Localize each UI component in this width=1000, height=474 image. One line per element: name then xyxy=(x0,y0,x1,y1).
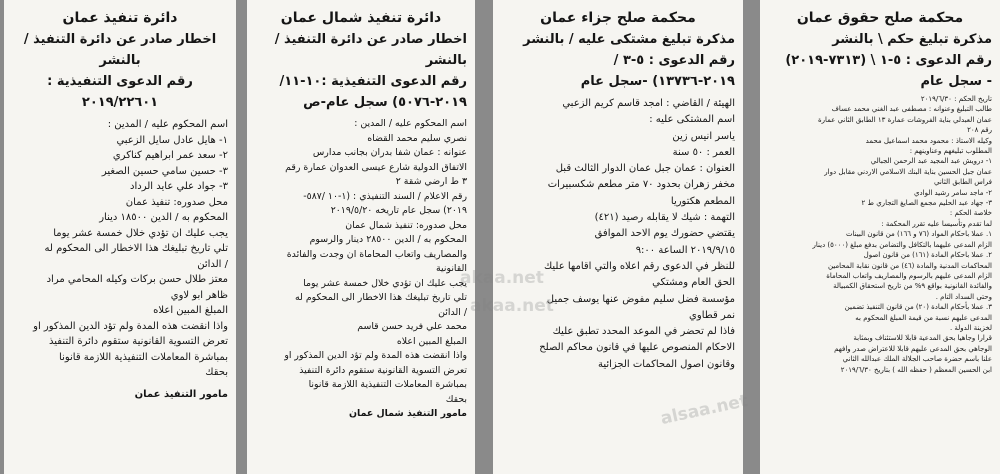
body-line: بمباشرة المعاملات التنفيذية اللازمة قانونا xyxy=(59,351,228,363)
notice-signature: مامور التنفيذ شمال عمان xyxy=(349,408,467,419)
watermark: akaa.net xyxy=(460,268,544,288)
body-line: نصري سليم محمد القضاه xyxy=(367,132,467,144)
body-line: فراس الطابق الثاني xyxy=(934,178,992,187)
body-line: ٣- جواد علي عايد الرداد xyxy=(130,181,228,192)
body-line: الهيئة / القاضي : امجد قاسم كريم الزعبي xyxy=(562,98,735,109)
body-line: واذا انقضت هذه المدة ولم تؤد الدين المذكور او xyxy=(284,350,467,361)
body-line: وكيله الاستاذ : محمود محمد اسماعيل محمد xyxy=(865,136,992,145)
notice-heading: اخطار صادر عن دائرة التنفيذ / بالنشر xyxy=(274,32,467,68)
body-line: المبلغ المبين اعلاه xyxy=(153,305,228,316)
notice-body xyxy=(760,92,1000,375)
body-line: واذا انقضت هذه المدة ولم تؤد الدين المذكور او xyxy=(33,320,228,332)
case-number: - سجل عام xyxy=(920,74,992,89)
notice-north-amman-execution xyxy=(247,0,475,474)
body-line: فاذا لم تحضر في الموعد المحدد تطبق عليك xyxy=(552,326,735,338)
body-line: الزام المدعى عليهما بالتكافل والتضامن بدفع مبلغ (٥٠٠٠) دينار xyxy=(812,240,992,249)
watermark: akaa.net xyxy=(470,296,554,316)
body-line: والمصاريف واتعاب المحاماة ان وجدت والفائدة xyxy=(286,248,467,260)
case-number-label: رقم الدعوى : ٥-١ \ (٧٣١٣-٢٠١٩) xyxy=(785,53,992,68)
body-line: المبلغ المبين اعلاه xyxy=(396,335,467,347)
body-line: علنا باسم حضرة صاحب الجلالة الملك عبدالله الثاني xyxy=(842,355,992,364)
notice-amman-criminal-court xyxy=(493,0,743,474)
body-line: قرارا وجاهيا بحق المدعية قابلا للاستئناف وبمثابة xyxy=(853,334,992,343)
body-line: عمان العبدلي بناية الفروشات عمارة ١٣ الطابق الثاني عمارة xyxy=(817,115,992,124)
body-line: الاحكام المنصوص عليها في قانون محاكم الصلح xyxy=(539,342,735,354)
body-line: طالب التبليغ وعنوانه : مصطفى عبد الغني محمد عساف xyxy=(831,105,992,114)
notice-title: محكمة صلح حقوق عمان xyxy=(796,10,964,26)
body-line: رقم ٢٠٨ xyxy=(967,126,992,135)
body-line: ٢- ماجد سامر رشيد الوادي xyxy=(914,188,992,197)
notice-amman-execution xyxy=(4,0,236,474)
body-line: تعرض التسوية القانونية ستقوم دائرة التنفيذ xyxy=(299,364,467,376)
notice-title: محكمة صلح جزاء عمان xyxy=(540,10,696,26)
notice-body xyxy=(4,113,236,402)
body-line: تاريخ الحكم : ٢٠١٩/٦/٣٠ xyxy=(920,95,992,103)
body-line: معتز طلال حسن بركات وكيله المحامي مراد xyxy=(46,274,228,285)
body-line: / الدائن xyxy=(197,258,228,270)
body-line: تلي تاريخ تبليغك هذا الاخطار الى المحكوم له xyxy=(44,243,228,254)
body-line: مخفر زهران بحدود ٧٠ متر مطعم شكسبيرات xyxy=(547,179,735,191)
body-line: ٣ ط ارضي شقة ٢ xyxy=(395,176,467,187)
case-number-label: رقم الدعوى : ٥-٣ / xyxy=(613,53,735,68)
body-line: محل صدوره: تنفيذ عمان xyxy=(125,196,228,208)
body-line: عنوانه : عمان شفا بدران بجانب مدارس xyxy=(312,147,467,158)
body-line: نمر قطاوي xyxy=(689,309,735,321)
body-line: لما تقدم وتأسيسا عليه تقرر المحكمة : xyxy=(881,219,992,228)
body-line: العمر : ٥٠ سنة xyxy=(672,146,735,158)
body-line: التهمة : شيك لا يقابله رصيد (٤٢١) xyxy=(594,212,735,224)
body-line: يجب عليك ان تؤدي خلال خمسة عشر يوما xyxy=(53,227,228,239)
body-line: بمباشرة المعاملات التنفيذية اللازمة قانونا xyxy=(308,379,467,390)
notice-body xyxy=(247,113,475,422)
body-line: المحكوم به / الدين ٢٨٥٠٠ دينار والرسوم xyxy=(309,234,467,245)
body-line: وحتى السداد التام . xyxy=(935,292,992,301)
body-line: الوجاهي بحق المدعى عليهم قابلا للاعتراض صدر وافهم xyxy=(834,344,992,353)
body-line: ٣- حسين سامي حسين الصغير xyxy=(101,165,228,177)
body-line: خلاصة الحكم : xyxy=(949,209,992,218)
body-line: اسم المحكوم عليه / المدين : xyxy=(354,118,467,129)
body-line: ١- هايل عادل سايل الزعبي xyxy=(116,134,228,146)
body-line: للنظر في الدعوى رقم اعلاه والتي اقامها عليك xyxy=(543,260,735,272)
body-line: المحكوم به / الدين ١٨٥٠٠ دينار xyxy=(99,212,228,223)
body-line: رقم الاعلام / السند التنفيذي : (١-١٠ /٥٨٧- xyxy=(303,190,467,202)
case-number-label: رقم الدعوى التنفيذية :١٠-١١/ xyxy=(279,74,467,89)
body-line: والفائدة القانونية بواقع ٩% من تاريخ استحقاق الكمبيالة xyxy=(833,282,992,291)
body-line: / الدائن xyxy=(438,306,467,318)
body-line: المطلوب تبليغهم وعناوينهم : xyxy=(909,147,992,156)
body-line: يجب عليك ان تؤدي خلال خمسة عشر يوما xyxy=(303,277,467,289)
body-line: القانونية xyxy=(436,263,467,274)
body-line: العنوان : عمان جبل عمان الدوار الثالث قبل xyxy=(555,163,735,175)
body-line: لخزينة الدولة . xyxy=(949,323,992,332)
body-line: يقتضي حضورك يوم الاحد الموافق xyxy=(594,228,735,240)
body-line: ٣- جهاد عبد الحليم مجمع الصايغ التجاري ط ٢ xyxy=(861,199,992,208)
body-line: ياسر انيس زين xyxy=(672,130,735,142)
body-line: ٢٠١٩/٩/١٥ الساعة ٩:٠٠ xyxy=(635,244,735,256)
body-line: ٢- سعد عمر ابراهيم كناكري xyxy=(112,150,228,161)
body-line: ٣. عملا بأحكام المادة (٢٠) من قانون التنفيذ تضمين xyxy=(844,303,992,312)
body-line: ٢. عملا باحكام المادة (١٦١) من قانون اصول xyxy=(863,251,992,260)
notice-title: دائرة تنفيذ عمان xyxy=(62,10,178,26)
body-line: الزام المدعى عليهم بالرسوم والمصاريف واتعاب المحاماة xyxy=(826,271,992,280)
body-line: ٢٠١٩) سجل عام تاريخه ٢٠١٩/٥/٢٠ xyxy=(330,205,467,216)
notice-heading: اخطار صادر عن دائرة التنفيذ / بالنشر xyxy=(23,32,217,68)
body-line: عمان جبل الحسين بناية البنك الاسلامي الاردني مقابل دوار xyxy=(824,167,992,176)
body-line: ١- درويش عبد المجيد عبد الرحمن الجبالي xyxy=(870,157,992,166)
case-number-label: رقم الدعوى التنفيذية : xyxy=(47,74,193,89)
notice-heading: مذكرة تبليغ مشتكى عليه / بالنشر xyxy=(523,32,735,47)
body-line: اسم المحكوم عليه / المدين : xyxy=(107,119,228,130)
body-line: ظاهر ابو لاوي xyxy=(170,289,228,301)
body-line: وقانون اصول المحاكمات الجزائية xyxy=(597,358,735,370)
body-line: الحق العام ومشتكي xyxy=(652,277,735,289)
body-line: مؤسسة فضل سليم مفوض عنها يوسف جميل xyxy=(546,293,735,305)
notice-signature: مامور التنفيذ عمان xyxy=(134,388,228,400)
body-line: اسم المشتكى عليه : xyxy=(649,114,735,126)
body-line: محل صدوره: تنفيذ شمال عمان xyxy=(345,219,467,231)
notice-title: دائرة تنفيذ شمال عمان xyxy=(280,10,442,26)
body-line: تلي تاريخ تبليغك هذا الاخطار الى المحكوم له xyxy=(294,292,467,303)
case-number: ٢٠١٩-٥٠٧٦) سجل عام-ص xyxy=(303,95,467,110)
notice-amman-civil-court xyxy=(760,0,1000,474)
body-line: تعرض التسوية القانونية ستقوم دائرة التنفيذ xyxy=(49,336,228,347)
watermark: alsaa.net xyxy=(658,391,750,429)
body-line: ابن الحسين المعظم ( حفظه الله ) بتاريخ ٢٠١٩/٦/٣٠ xyxy=(840,365,992,374)
case-number: ٢٠١٩-١٣٧٣٦) -سجل عام xyxy=(580,74,735,89)
body-line: ١. عملا باحكام المواد (٧٦ و ١٦٦) من قانون البينات xyxy=(845,230,992,239)
body-line: الاتفاق الدولية شارع عيسى العدوان عمارة رقم xyxy=(285,161,467,173)
notice-body xyxy=(493,92,743,373)
case-number: ٢٠١٩/٢٢٦٠١ xyxy=(81,95,159,110)
body-line: بحقك xyxy=(205,367,228,378)
notice-heading: مذكرة تبليغ حكم \ بالنشر xyxy=(832,32,992,47)
body-line: المحاكمات المدنية والمادة (٤٦) من قانون نقابة المحامين xyxy=(827,261,992,270)
body-line: المدعى عليهم نسبة من قيمة المبلغ المحكوم به xyxy=(855,313,992,322)
body-line: المطعم هكتوريا xyxy=(670,195,735,207)
body-line: محمد علي فريد حسن قاسم xyxy=(357,321,467,332)
body-line: بحقك xyxy=(445,393,467,405)
